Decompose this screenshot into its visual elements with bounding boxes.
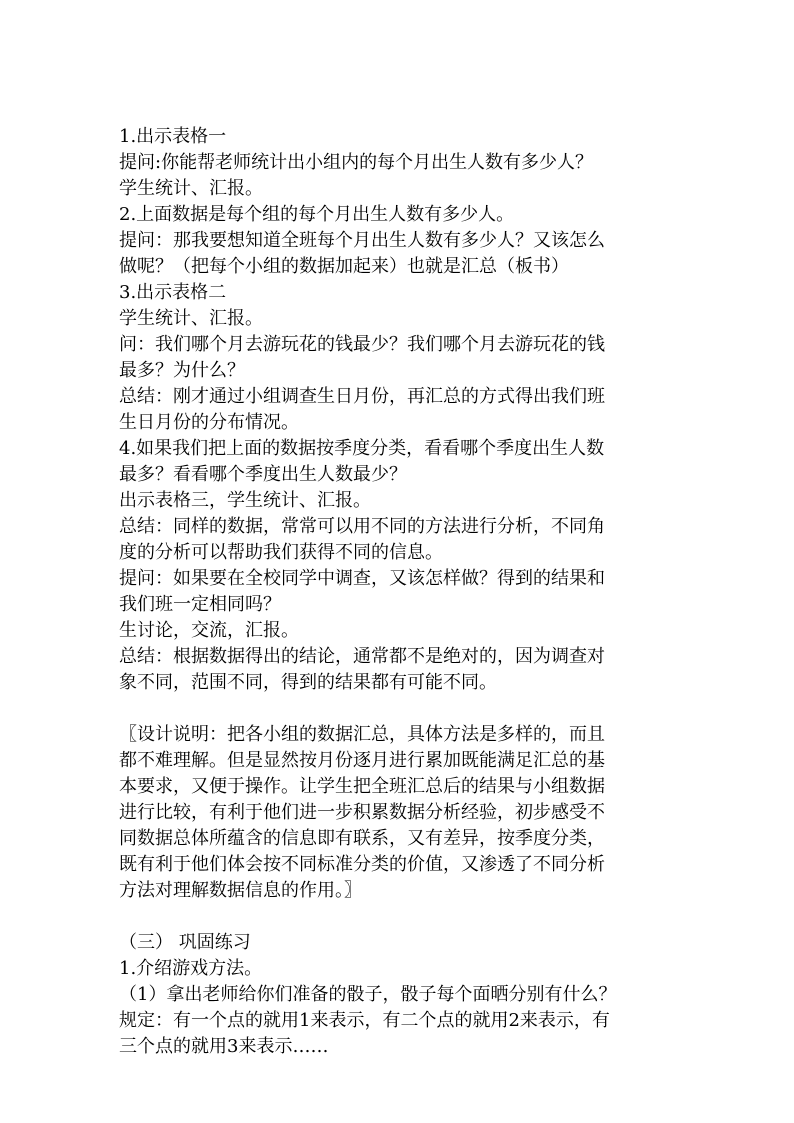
paragraph-line: 提问：如果要在全校同学中调查，又该怎样做？得到的结果和 xyxy=(119,568,605,589)
note-line: 本要求，又便于操作。让学生把全班汇总后的结果与小组数据 xyxy=(119,776,605,797)
note-line: 同数据总体所蕴含的信息即有联系，又有差异，按季度分类， xyxy=(119,828,605,849)
note-line: 既有利于他们体会按不同标准分类的价值，又渗透了不同分析 xyxy=(119,854,605,875)
document-body xyxy=(119,124,679,1060)
lesson-steps xyxy=(119,124,679,696)
paragraph-line: 提问：那我要想知道全班每个月出生人数有多少人？又该怎么 xyxy=(119,230,605,251)
paragraph-line: 学生统计、汇报。 xyxy=(119,178,263,199)
paragraph-line: 生讨论，交流，汇报。 xyxy=(119,620,299,641)
paragraph-line: 我们班一定相同吗？ xyxy=(119,594,281,615)
blank-line xyxy=(119,696,679,722)
section-heading: （三） 巩固练习 xyxy=(119,932,251,953)
note-line: 进行比较，有利于他们进一步积累数据分析经验，初步感受不 xyxy=(119,802,605,823)
blank-line xyxy=(119,904,679,930)
paragraph-line: 度的分析可以帮助我们获得不同的信息。 xyxy=(119,542,443,563)
paragraph-line: 三个点的就用3来表示…… xyxy=(119,1036,329,1057)
paragraph-line: 出示表格三，学生统计、汇报。 xyxy=(119,490,371,511)
paragraph-line: 做呢？（把每个小组的数据加起来）也就是汇总（板书） xyxy=(119,256,569,277)
paragraph-line: 学生统计、汇报。 xyxy=(119,308,263,329)
note-line: 〖设计说明：把各小组的数据汇总，具体方法是多样的，而且 xyxy=(119,724,605,745)
paragraph-line: （1）拿出老师给你们准备的骰子，骰子每个面晒分别有什么？ xyxy=(119,984,617,1005)
practice-section xyxy=(119,930,679,1060)
note-line: 方法对理解数据信息的作用。〗 xyxy=(119,880,362,901)
paragraph-line: 1.出示表格一 xyxy=(119,126,227,147)
design-note xyxy=(119,722,679,904)
paragraph-line: 规定：有一个点的就用1来表示，有二个点的就用2来表示，有 xyxy=(119,1010,610,1031)
paragraph-line: 最多？为什么？ xyxy=(119,360,245,381)
paragraph-line: 总结：同样的数据，常常可以用不同的方法进行分析，不同角 xyxy=(119,516,605,537)
paragraph-line: 3.出示表格二 xyxy=(119,282,227,303)
paragraph-line: 2.上面数据是每个组的每个月出生人数有多少人。 xyxy=(119,204,515,225)
paragraph-line: 总结：根据数据得出的结论，通常都不是绝对的，因为调查对 xyxy=(119,646,605,667)
paragraph-line: 象不同，范围不同，得到的结果都有可能不同。 xyxy=(119,672,497,693)
paragraph-line: 1.介绍游戏方法。 xyxy=(119,958,263,979)
paragraph-line: 生日月份的分布情况。 xyxy=(119,412,299,433)
paragraph-line: 4.如果我们把上面的数据按季度分类，看看哪个季度出生人数 xyxy=(119,438,605,459)
paragraph-line: 提问:你能帮老师统计出小组内的每个月出生人数有多少人？ xyxy=(119,152,594,173)
paragraph-line: 最多？看看哪个季度出生人数最少？ xyxy=(119,464,407,485)
note-line: 都不难理解。但是显然按月份逐月进行累加既能满足汇总的基 xyxy=(119,750,605,771)
paragraph-line: 问：我们哪个月去游玩花的钱最少？我们哪个月去游玩花的钱 xyxy=(119,334,605,355)
paragraph-line: 总结：刚才通过小组调查生日月份，再汇总的方式得出我们班 xyxy=(119,386,605,407)
